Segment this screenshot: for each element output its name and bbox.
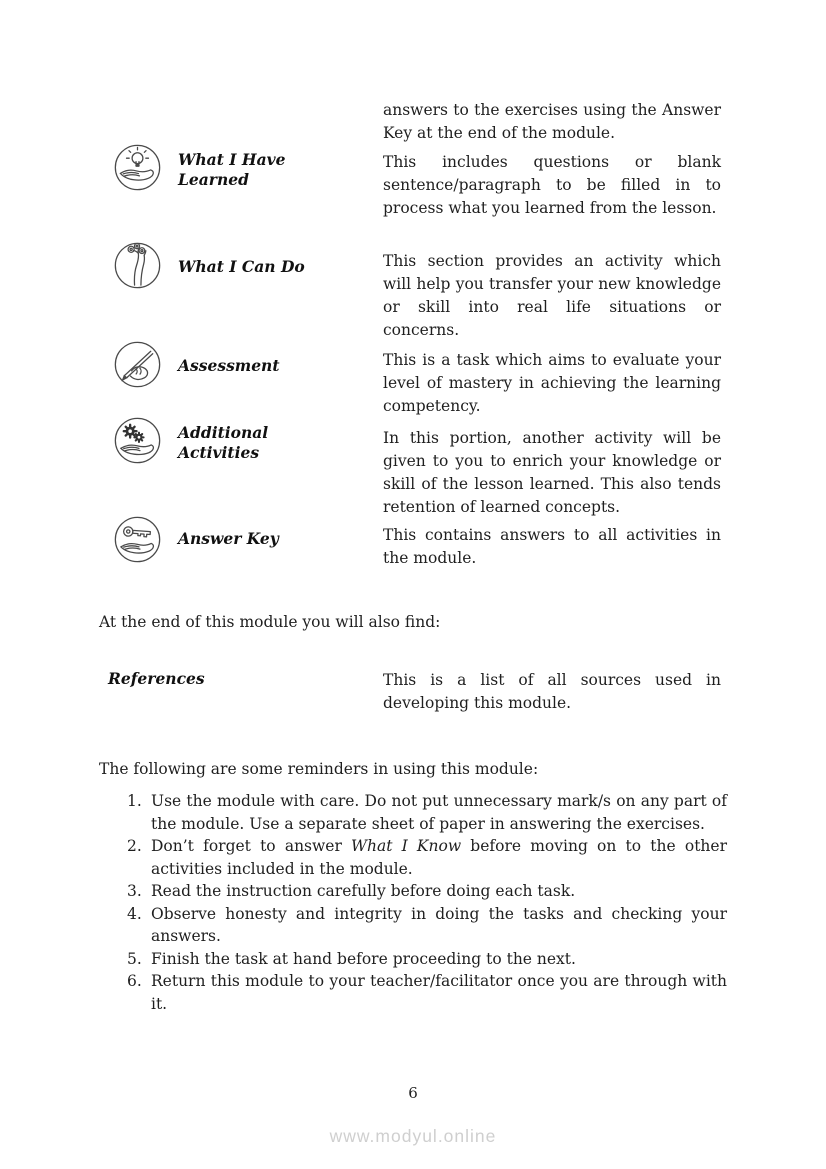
section-label-assessment: Assessment [178,356,280,375]
section-description: This section provides an activity which will help you transfer your new knowledge or skill into real life situations or concerns. [383,252,721,339]
reminder-item: Read the instruction carefully before doing each task. [151,882,576,900]
reminders-heading: The following are some reminders in using this module: [99,760,539,778]
site-watermark: www.modyul.online [329,1126,497,1146]
section-description: This contains answers to all activities in the module. [383,526,721,567]
gears-on-hand-icon [113,416,162,465]
reminder-item: Return this module to your teacher/facilitator once you are through with it. [151,972,727,1013]
references-description: This is a list of all sources used in developing this module. [383,671,721,712]
section-description: This is a task which aims to evaluate your level of mastery in achieving the learning competency. [383,351,721,415]
reminder-item: Finish the task at hand before proceeding to the next. [151,949,576,968]
page-number: 6 [408,1084,418,1102]
section-label-what-i-have-learned: What I Have Learned [178,150,286,189]
hand-holding-lightbulb-icon [113,143,162,192]
section-description: In this portion, another activity will be given to you to enrich your knowledge or skill of the lesson learned. This also tends retention of learned concepts. [383,429,721,516]
end-note-text: At the end of this module you will also find: [99,613,441,631]
reminders-list [127,790,727,1015]
section-label-what-i-can-do: What I Can Do [178,257,305,276]
key-on-hand-icon [113,515,162,564]
reminder-item: Use the module with care. Do not put unnecessary mark/s on any part of the module. Use a separate sheet of paper in answering the exercises. [151,792,727,833]
raised-arm-with-gears-icon [113,241,162,290]
reminder-item: Observe honesty and integrity in doing the tasks and checking your answers. [151,904,727,945]
section-label-answer-key: Answer Key [178,529,279,548]
references-label: References [108,669,205,688]
reminder-item: Don’t forget to answer What I Know before moving on to the other activities included in the module. [151,837,727,878]
section-label-additional-activities: Additional Activities [178,423,269,462]
section-description: This includes questions or blank sentence/paragraph to be filled in to process what you learned from the lesson. [383,153,721,217]
intro-continuation-paragraph: answers to the exercises using the Answer Key at the end of the module. [383,101,721,142]
italic-phrase: What I Know [351,837,462,855]
hand-writing-pen-icon [113,340,162,389]
